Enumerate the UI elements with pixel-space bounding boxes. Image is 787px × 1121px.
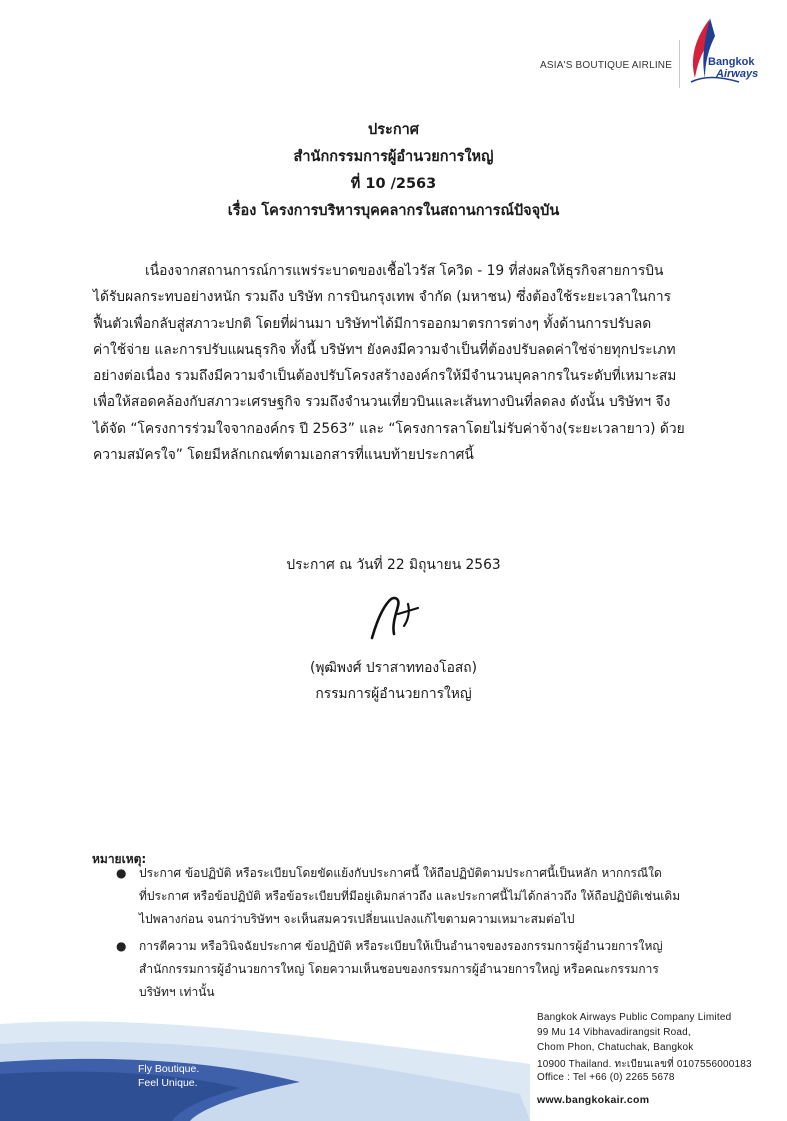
announcement-heading: ประกาศ (368, 122, 419, 138)
signatory-name: (พุฒิพงศ์ ปราสาททองโอสถ) (309, 660, 478, 676)
slogan-line: Feel Unique. (138, 1077, 198, 1089)
issuing-office: สำนักกรรมการผู้อำนวยการใหญ่ (293, 149, 494, 165)
bullet-icon: ● (116, 866, 127, 880)
address-line: Chom Phon, Chatuchak, Bangkok (537, 1042, 694, 1053)
website-link[interactable]: www.bangkokair.com (537, 1094, 650, 1106)
announcement-body (93, 258, 696, 468)
address-line: 99 Mu 14 Vibhavadirangsit Road, (537, 1027, 691, 1038)
body-line: เพื่อให้สอดคล้องกับสภาวะเศรษฐกิจ รวมถึงจำนวนเที่ยวบินและเส้นทางบินที่ลดลง ดังนั้น บริษัทฯ จึง (93, 394, 671, 411)
body-line: อย่างต่อเนื่อง รวมถึงมีความจำเป็นต้องปรับโครงสร้างองค์กรให้มีจำนวนบุคลากรในระดับที่เหมาะสม (93, 368, 677, 385)
slogan-line: Fly Boutique. (138, 1063, 200, 1075)
body-line: ค่าใช้จ่าย และการปรับแผนธุรกิจ ทั้งนี้ บริษัทฯ ยังคงมีความจำเป็นที่ต้องปรับลดค่าใช่จ่ายทุกประเภท (93, 341, 676, 358)
handwritten-signature (360, 594, 440, 642)
announcement-date: ประกาศ ณ วันที่ 22 มิถุนายน 2563 (286, 557, 501, 573)
note-line: ประกาศ ข้อปฏิบัติ หรือระเบียบโดยขัดแย้งกับประกาศนี้ ให้ถือปฏิบัติตามประกาศนี้เป็นหลัก หากกรณีใด (139, 866, 662, 880)
logo-text-airways: Airways (716, 68, 759, 80)
body-line: เนื่องจากสถานการณ์การแพร่ระบาดของเชื้อไวรัส โควิด - 19 ที่ส่งผลให้ธุรกิจสายการบิน (145, 263, 664, 279)
logo-text-bangkok: Bangkok (708, 56, 755, 68)
address-line: 10900 Thailand. ทะเบียนเลขที่ 0107556000183 (537, 1059, 752, 1070)
body-line: ได้รับผลกระทบอย่างหนัก รวมถึง บริษัท การบินกรุงเทพ จำกัด (มหาชน) ซึ่งต้องใช้ระยะเวลาในการ (93, 289, 671, 306)
note-line: ไปพลางก่อน จนกว่าบริษัทฯ จะเห็นสมควรเปลี่ยนแปลงแก้ไขตามความเหมาะสมต่อไป (139, 912, 575, 926)
bullet-icon: ● (116, 939, 127, 953)
footer-wave-graphic (0, 1004, 530, 1121)
office-phone: Office : Tel +66 (0) 2265 5678 (537, 1072, 675, 1083)
airline-tagline: ASIA'S BOUTIQUE AIRLINE (540, 60, 673, 71)
note-line: บริษัทฯ เท่านั้น (139, 985, 215, 999)
note-line: การตีความ หรือวินิจฉัยประกาศ ข้อปฏิบัติ หรือระเบียบให้เป็นอำนาจของรองกรรมการผู้อำนวยการใหญ่ (139, 939, 663, 953)
company-name: Bangkok Airways Public Company Limited (537, 1012, 732, 1023)
header-divider (679, 40, 680, 88)
body-line: ฟื้นตัวเพื่อกลับสู่สภาวะปกติ โดยที่ผ่านมา บริษัทฯได้มีการออกมาตรการต่างๆ ทั้งด้านการปรับลด (93, 315, 652, 332)
announcement-number: ที่ 10 /2563 (350, 176, 437, 192)
announcement-subject: เรื่อง โครงการบริหารบุคคลากรในสถานการณ์ปัจจุบัน (227, 203, 560, 219)
body-line: ความสมัครใจ” โดยมีหลักเกณฑ์ตามเอกสารที่แนบท้ายประกาศนี้ (93, 447, 474, 464)
body-line: ได้จัด “โครงการร่วมใจจากองค์กร ปี 2563” และ “โครงการลาโดยไม่รับค่าจ้าง(ระยะเวลายาว) ด้วย (93, 420, 685, 437)
notes-heading: หมายเหตุ: (92, 852, 147, 866)
signatory-position: กรรมการผู้อำนวยการใหญ่ (315, 686, 472, 702)
note-line: สำนักกรรมการผู้อำนวยการใหญ่ โดยความเห็นชอบของกรรมการผู้อำนวยการใหญ่ หรือคณะกรรมการ (139, 962, 659, 976)
note-line: ที่ประกาศ หรือข้อปฏิบัติ หรือข้อระเบียบที่มีอยู่เดิมกล่าวถึง และประกาศนี้ไม่ได้กล่าวถึง ให้ถือปฏิบัติเช่นเดิม (139, 889, 681, 903)
